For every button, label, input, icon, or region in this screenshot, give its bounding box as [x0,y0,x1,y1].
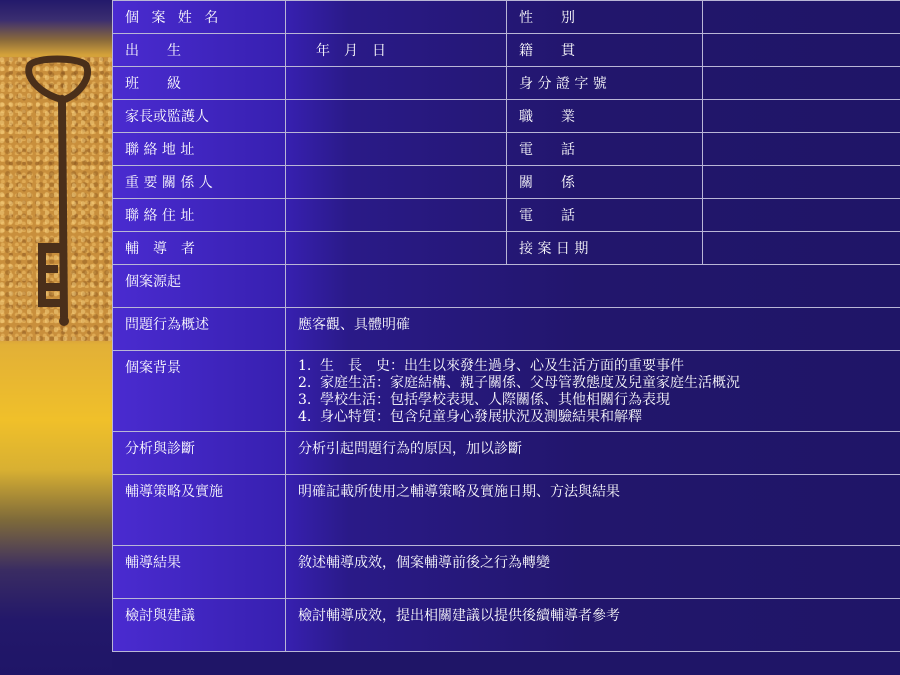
section-label: 檢討與建議 [113,599,286,652]
section-label: 個案源起 [113,265,286,308]
label-cell: 班 級 [113,67,286,100]
value-cell[interactable] [286,232,507,265]
table-row [113,166,900,199]
list-item: 2. 家庭生活：家庭結構、親子關係、父母管教態度及兒童家庭生活概況 [298,375,740,391]
section-row-background [113,351,900,432]
section-label: 分析與診斷 [113,432,286,475]
section-content[interactable]: 應客觀、具體明確 [286,308,900,351]
value-cell[interactable] [703,133,900,166]
label-cell: 身 分 證 字 號 [507,67,703,100]
value-cell[interactable] [286,199,507,232]
table-row [113,67,900,100]
label-cell: 聯 絡 住 址 [113,199,286,232]
value-cell[interactable] [703,100,900,133]
label-cell: 重 要 關 係 人 [113,166,286,199]
case-record-form [112,0,900,652]
value-cell[interactable] [286,133,507,166]
value-cell[interactable] [703,67,900,100]
section-row-review [113,599,900,652]
section-label: 問題行為概述 [113,308,286,351]
background-list [298,358,888,426]
section-row-strategy [113,475,900,546]
label-cell: 電 話 [507,199,703,232]
value-cell[interactable] [703,232,900,265]
value-cell[interactable] [703,199,900,232]
section-content[interactable] [286,351,900,432]
value-cell[interactable] [286,67,507,100]
section-row-problem [113,308,900,351]
section-label: 個案背景 [113,351,286,432]
section-row-result [113,546,900,599]
list-item: 4. 身心特質：包含兒童身心發展狀況及測驗結果和解釋 [298,409,642,425]
section-label: 輔導結果 [113,546,286,599]
label-cell: 接 案 日 期 [507,232,703,265]
table-row [113,1,900,34]
section-content[interactable]: 分析引起問題行為的原因，加以診斷 [286,432,900,475]
section-content[interactable]: 檢討輔導成效，提出相關建議以提供後續輔導者參考 [286,599,900,652]
label-cell: 家長或監護人 [113,100,286,133]
value-cell[interactable] [703,34,900,67]
left-decor-band [0,0,112,675]
label-cell: 電 話 [507,133,703,166]
value-cell[interactable] [703,166,900,199]
label-cell: 性 別 [507,1,703,34]
value-cell[interactable] [286,166,507,199]
section-label: 輔導策略及實施 [113,475,286,546]
table-row [113,100,900,133]
list-item: 1. 生 長 史：出生以來發生過身、心及生活方面的重要事件 [298,358,684,374]
table-row [113,232,900,265]
section-content[interactable]: 明確記載所使用之輔導策略及實施日期、方法與結果 [286,475,900,546]
section-content[interactable] [286,265,900,308]
label-cell: 關 係 [507,166,703,199]
value-cell[interactable] [703,1,900,34]
label-cell: 職 業 [507,100,703,133]
table-row [113,199,900,232]
value-cell[interactable] [286,100,507,133]
label-cell: 個 案 姓 名 [113,1,286,34]
value-cell[interactable]: 年 月 日 [286,34,507,67]
section-row-origin [113,265,900,308]
section-row-analysis [113,432,900,475]
label-cell: 輔 導 者 [113,232,286,265]
value-cell[interactable] [286,1,507,34]
section-content[interactable]: 敘述輔導成效，個案輔導前後之行為轉變 [286,546,900,599]
table-row [113,133,900,166]
list-item: 3. 學校生活：包括學校表現、人際關係、其他相關行為表現 [298,392,670,408]
label-cell: 出 生 [113,34,286,67]
key-icon [0,55,112,345]
label-cell: 聯 絡 地 址 [113,133,286,166]
label-cell: 籍 貫 [507,34,703,67]
table-row [113,34,900,67]
